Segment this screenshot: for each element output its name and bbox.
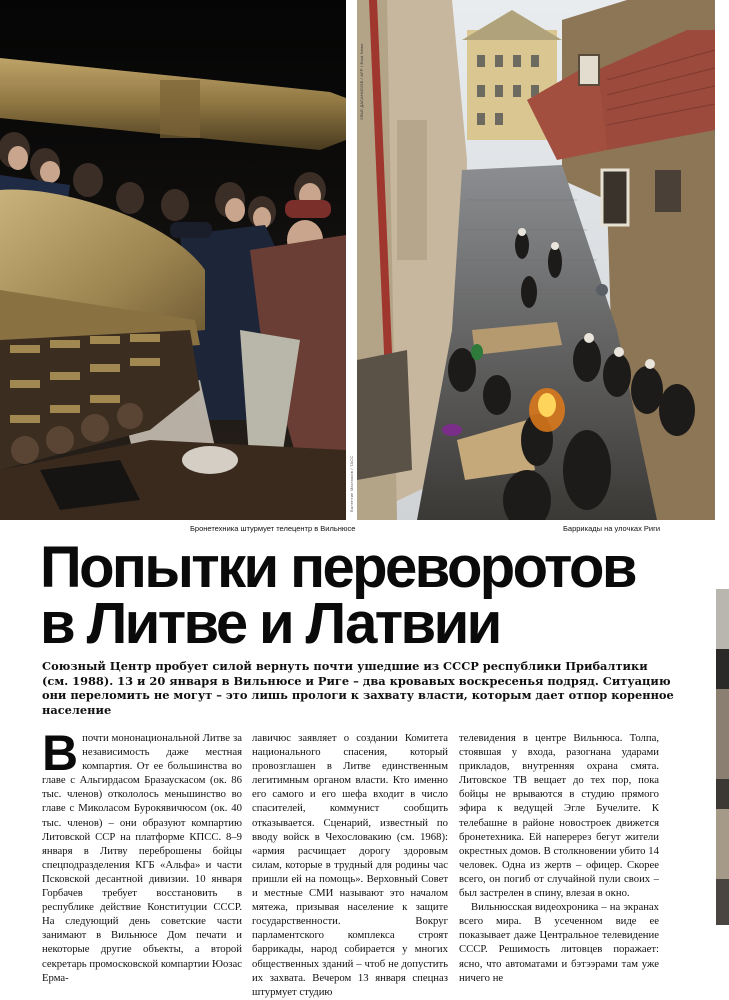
article-title [40, 535, 700, 656]
dropcap: В [42, 725, 79, 781]
photo-credit-right: УЛЬЕ ДАСАНИСОВ / AFP / East News [359, 43, 364, 120]
article-title-line-1: Попытки переворотов [40, 535, 635, 600]
article-column-2 [252, 731, 448, 999]
article-title-line-2: в Литве и Латвии [40, 591, 500, 656]
article-column-1-paragraph [42, 725, 242, 985]
photo-riga-barricades [357, 0, 715, 520]
photo-credit-left: Валентин Мастюков / ТАСС [349, 455, 354, 512]
caption-left: Бронетехника штурмует телецентр в Вильнюсе [190, 524, 356, 533]
photo-riga-barricades-image [357, 0, 715, 520]
photo-vilnius-tank-image [0, 0, 346, 520]
caption-right: Баррикады на улочках Риги [563, 524, 661, 533]
article-lead: Союзный Центр пробует силой вернуть почти ушедшие из СССР республики Прибалтики (см. 1988). 13 и 20 января в Вильнюсе и Риге – два кровавых воскресенья подряд. Ситуацию они переломить не могут – это лишь прологи к захвату власти, которым дает отпор коренное население [42, 659, 674, 717]
article-column-3-paragraph-2: Вильнюсская видеохроника – на экранах всего мира. В усеченном виде ее показывает даже Центральное телевидение СССР. Решимость литовцев поражает: ясно, что автоматами и бэтээрами там уже ничего не [459, 901, 659, 984]
article-column-3 [459, 731, 659, 985]
adjacent-page-photo-edge-image [716, 589, 729, 925]
adjacent-page-photo-edge [716, 589, 729, 925]
article-column-2-text: лавичюс заявляет о создании Комитета национального спасения, который провозглашен в Литве единственным легитимным органом власти. Кто именно его самого и его шефа входит в число спасителей, коммунист сообщить отказывается. Сценарий, известный по вводу войск в Чехословакию (см. 1968): «армия расчищает дорогу здоровым силам, которые в трудный для родины час пришли ей на помощь». Верховный Совет и местные СМИ называют это началом мятежа, призывая население к защите государственности. Вокруг парламентского комплекса строят баррикады, народ собирается у многих общественных зданий – чтоб не допустить их захвата. Вечером 13 января спецназ штурмует студию [252, 732, 448, 998]
photo-vilnius-tank [0, 0, 346, 520]
article-column-1-text: почти мононациональной Литве за независимость даже местная компартия. От ее большинства во главе с Альгирдасом Бразаускасом (ок. 86 тыс. членов) откололось меньшинство во главе с Миколасом Бурокявичюсом (ок. 40 тыс. членов) – они образуют компартию Литовской ССР на платформе КПСС. 8–9 января в Литву переброшены бойцы спецподразделения КГБ «Альфа» и части Псковской десантной дивизии. 10 января Горбачев требует восстановить в республике действие Конституции СССР. На следующий день советские части занимают в Вильнюсе Дом печати и некоторые другие объекты, а второй секретарь промосковской компартии Юозас Ерма- [42, 732, 242, 984]
article-column-1 [42, 725, 242, 985]
article-column-3-paragraph-1: телевидения в центре Вильнюса. Толпа, стоявшая у входа, разогнана ударами прикладов, внутренняя охрана смята. Литовское ТВ вещает до тех пор, пока бойцы не врываются в студию прямого эфира к ведущей Эгле Бучелите. К телебашне в районе новостроек движется бронетехника. Ей наперерез бегут жители окрестных домов. В столкновении убито 14 человек. Одна из жертв – офицер. Скорее всего, он погиб от случайной пули своих – был застрелен в спину, влезая в окно. [459, 732, 659, 900]
